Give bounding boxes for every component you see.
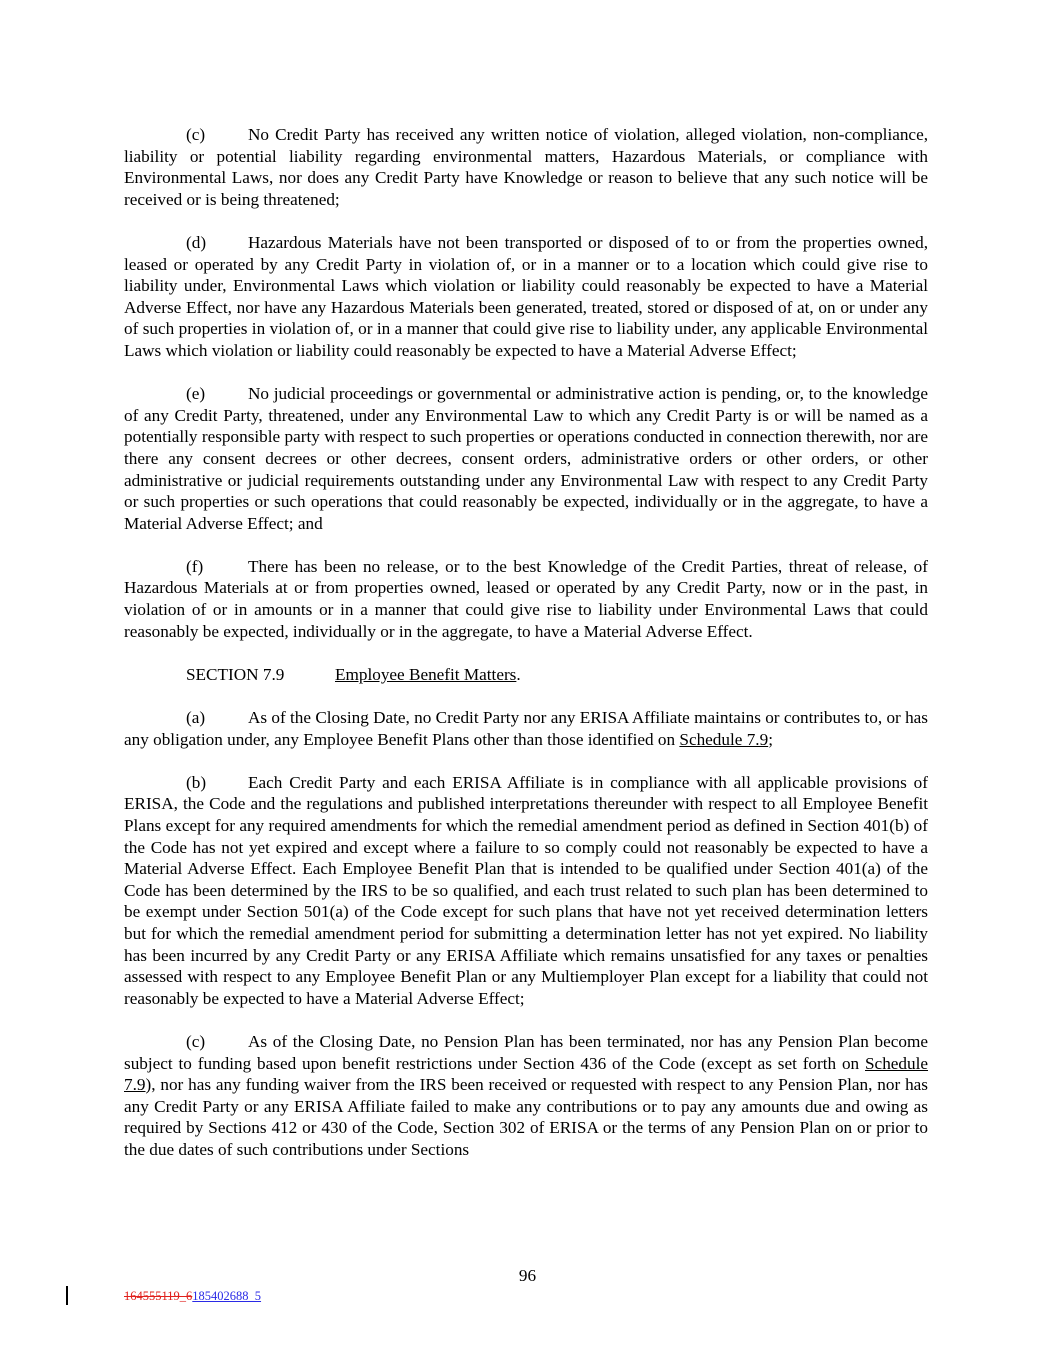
- paragraph-text: Hazardous Materials have not been transported or disposed of to or from the properties owned, leased or operated by any Credit Party in violation of, or in a manner or to a location which could give rise to liability under, Environmental Laws which violation or liability could reasonably be expected to have a Material Adverse Effect, nor have any Hazardous Materials been generated, treated, stored or disposed of at, on or under any of such properties in violation of, or in a manner that could give rise to liability under, any applicable Environmental Laws which violation or liability could reasonably be expected to have a Material Adverse Effect;: [124, 232, 928, 360]
- schedule-reference: Schedule 7.9: [679, 729, 769, 749]
- paragraph-text: No Credit Party has received any written notice of violation, alleged violation, non-compliance, liability or potential liability regarding environmental matters, Hazardous Materials, or compliance with Environmental Laws, nor does any Credit Party have Knowledge or reason to believe that any such notice will be received or is being threatened;: [124, 125, 928, 209]
- paragraph-f: [124, 556, 928, 642]
- paragraph-text-continued: ), nor has any funding waiver from the IRS been received or requested with respect to any Pension Plan, nor has any Credit Party or any ERISA Affiliate failed to make any contributions or to pay any amounts due and owing as required by Sections 412 or 430 of the Code, Section 302 of ERISA or the terms of any Pension Plan on or prior to the due dates of such contributions under Sections: [124, 1075, 928, 1159]
- section-title-period: .: [516, 664, 521, 684]
- paragraph-number: (d): [186, 232, 207, 252]
- paragraph-text: As of the Closing Date, no Pension Plan has been terminated, nor has any Pension Plan become subject to funding based upon benefit restrictions under Section 436 of the Code (except as set forth on: [124, 1031, 928, 1073]
- inserted-document-id: 185402688_5: [192, 1289, 262, 1303]
- paragraph-number: (b): [186, 772, 207, 792]
- paragraph-d: [124, 232, 928, 362]
- change-bar: [66, 1286, 68, 1305]
- page-number: 96: [518, 1266, 537, 1285]
- paragraph-79c: [124, 1031, 928, 1161]
- paragraph-e: [124, 383, 928, 534]
- paragraph-c: [124, 124, 928, 210]
- deleted-document-id: 164555119_6: [124, 1289, 193, 1303]
- paragraph-number: (a): [186, 708, 206, 728]
- document-body: [124, 124, 928, 1182]
- section-heading: [186, 664, 928, 686]
- paragraph-number: (c): [186, 1031, 206, 1051]
- paragraph-text: Each Credit Party and each ERISA Affiliate is in compliance with all applicable provisions of ERISA, the Code and the regulations and published interpretations thereunder with respect to all Employee Benefit Plans except for any required amendments for which the remedial amendment period as defined in Section 401(b) of the Code has not yet expired and except where a failure to so comply could not reasonably be expected to have a Material Adverse Effect. Each Employee Benefit Plan that is intended to be qualified under Section 401(a) of the Code has been determined by the IRS to be so qualified, and each trust related to such plan has been determined to be exempt under Section 501(a) of the Code except for such plans that have not yet received determination letters but for which the remedial amendment period for submitting a determination letter has not yet expired. No liability has been incurred by any Credit Party or any ERISA Affiliate which remains unsatisfied for any taxes or penalties assessed with respect to any Employee Benefit Plan or any Multiemployer Plan except for a liability that could not reasonably be expected to have a Material Adverse Effect;: [124, 772, 928, 1008]
- paragraph-text-end: ;: [768, 729, 773, 749]
- paragraph-number: (f): [186, 556, 204, 576]
- section-title: Employee Benefit Matters: [335, 664, 517, 684]
- paragraph-79a: [124, 707, 928, 750]
- paragraph-number: (c): [186, 125, 206, 144]
- section-number: SECTION 7.9: [186, 664, 285, 684]
- paragraph-number: (e): [186, 384, 206, 404]
- paragraph-text: No judicial proceedings or governmental or administrative action is pending, or, to the knowledge of any Credit Party, threatened, under any Environmental Law to which any Credit Party is or will be named as a potentially responsible party with respect to such properties or operations conducted in connection therewith, nor are there any consent decrees or other decrees, consent orders, administrative orders or other orders, or other administrative or judicial requirements outstanding under any Environmental Law with respect to any Credit Party or such properties or such operations that could reasonably be expected, individually or in the aggregate, to have a Material Adverse Effect; and: [124, 384, 928, 533]
- document-id-footer: [124, 1289, 261, 1304]
- schedule-reference: Schedule 7.9: [124, 1053, 929, 1095]
- paragraph-79b: [124, 772, 928, 1010]
- paragraph-text: As of the Closing Date, no Credit Party nor any ERISA Affiliate maintains or contributes to, or has any obligation under, any Employee Benefit Plans other than those identified on: [124, 708, 928, 749]
- paragraph-text: There has been no release, or to the best Knowledge of the Credit Parties, threat of release, of Hazardous Materials at or from properties owned, leased or operated by any Credit Party, now or in the past, in violation of or in amounts or in a manner that could give rise to liability under Environmental Laws that could reasonably be expected, individually or in the aggregate, to have a Material Adverse Effect.: [124, 556, 928, 641]
